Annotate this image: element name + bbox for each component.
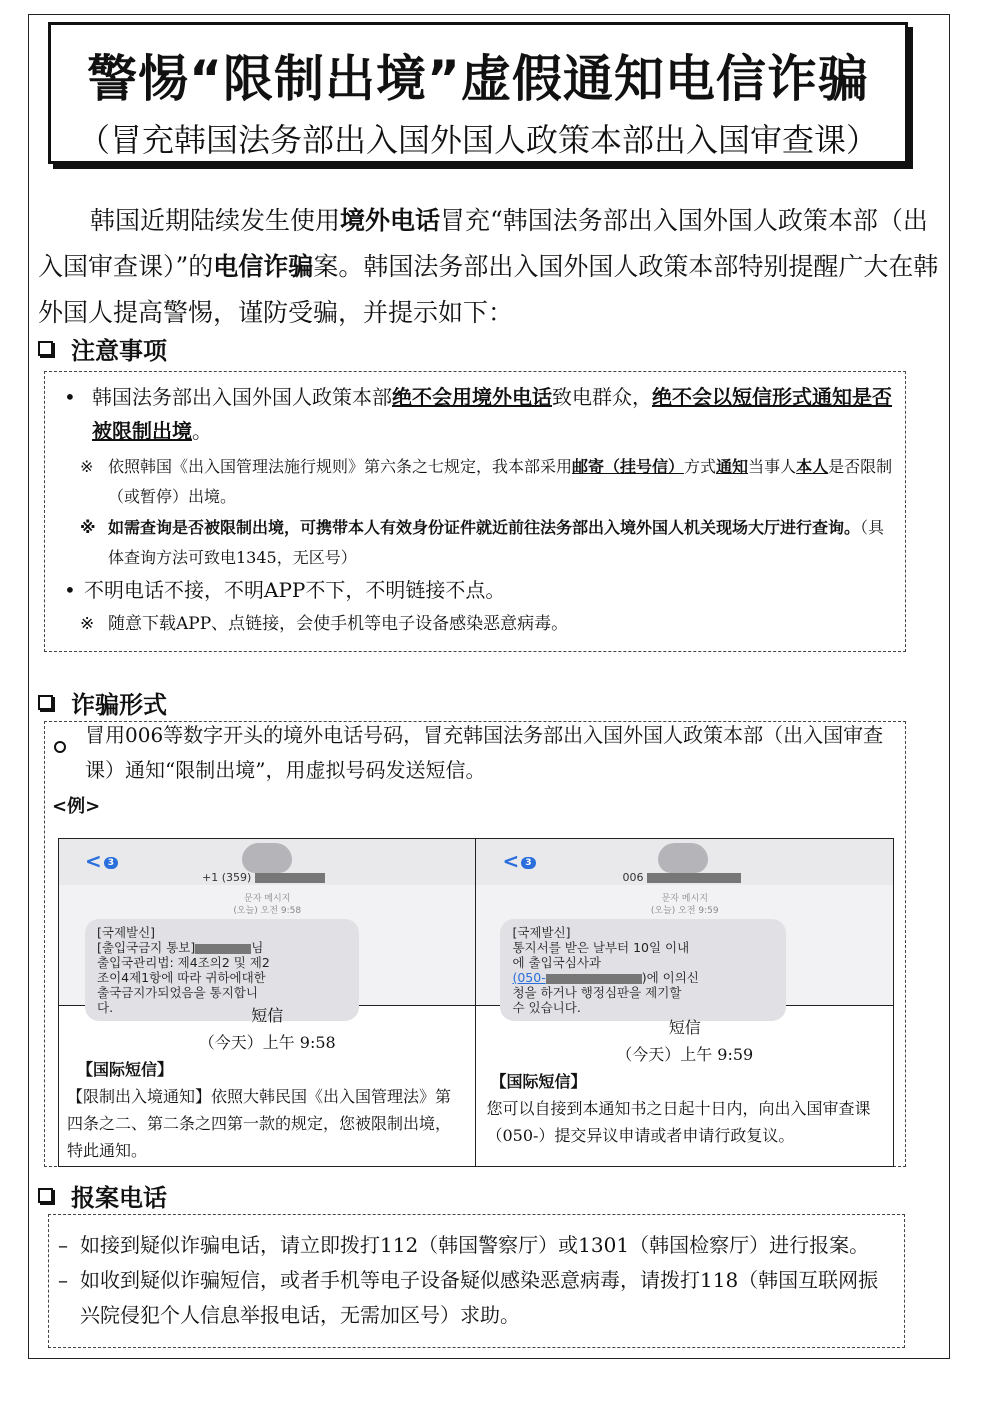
- note-mark-icon: ※: [80, 518, 96, 537]
- note-mark-icon: ※: [80, 614, 95, 634]
- bubble-text: )에 이의신: [641, 970, 699, 985]
- meta-time: (오늘) 오전 9:59: [650, 906, 719, 916]
- sms-caption-1: [59, 1002, 475, 1160]
- report-item-1: [58, 1228, 898, 1263]
- bubble-link: (050-: [512, 970, 546, 985]
- emphasis: 通知: [716, 457, 749, 476]
- notice-bullet-2: [64, 573, 902, 607]
- text: 随意下载APP、点链接，会使手机等电子设备感染恶意病毒。: [108, 614, 569, 634]
- bubble-line: [97, 940, 347, 955]
- fraud-line: [54, 718, 904, 788]
- emphasis: 邮寄（挂号信）: [572, 457, 685, 476]
- bubble-line: [국제발신]: [512, 925, 571, 940]
- bubble-line: 출입국관리법: 제4조의2 및 제2: [97, 955, 270, 970]
- bubble-line: [512, 970, 774, 985]
- meta-time: (오늘) 오전 9:58: [233, 906, 302, 916]
- text: 。: [192, 419, 212, 443]
- caption-cell-1: [59, 1006, 476, 1167]
- caption-title: 短信: [251, 1006, 284, 1025]
- section-heading-label: 报案电话: [71, 1184, 167, 1212]
- back-icon: [502, 849, 535, 873]
- notice-note-3: [80, 609, 900, 639]
- text: 方式: [684, 457, 717, 476]
- bubble-line: 다.: [97, 1000, 114, 1015]
- redaction-bar: [195, 944, 251, 954]
- text: 不明电话不接，不明APP不下，不明链接不点。: [84, 578, 506, 602]
- caption-text: 【限制出入境通知】依照大韩民国《出入国管理法》第四条之二、第二条之四第一款的规定，您被限制出境，特此通知。: [67, 1087, 452, 1160]
- number-text: 006: [622, 871, 644, 884]
- caption-text: 您可以自接到本通知书之日起十日内，向出入国审查课（050-）提交异议申请或者申请行政复议。: [486, 1099, 871, 1145]
- text: 是否限制（或暂停）出境。: [108, 457, 893, 506]
- example-table: [58, 838, 894, 1167]
- bullet-icon: •: [64, 385, 76, 409]
- checkbox-icon: [38, 341, 53, 356]
- avatar-icon: [242, 843, 292, 873]
- text: 致电群众，: [552, 385, 652, 409]
- emphasis: 绝不会用境外电话: [392, 385, 552, 409]
- intro-text: 案。韩国法务部出入国外国人政策本部特别提醒广大在韩外国人提高警惕，谨防受骗，并提示如下：: [38, 252, 939, 327]
- message-bubble: [500, 919, 786, 1021]
- message-meta: [476, 893, 893, 917]
- circle-bullet-icon: [54, 729, 66, 764]
- caption-cell-2: [476, 1006, 894, 1167]
- intro-bold: 境外电话: [340, 206, 441, 235]
- text: 韩国法务部出入国外国人政策本部: [92, 385, 392, 409]
- section-heading-label: 注意事项: [71, 337, 167, 365]
- message-meta: [59, 893, 475, 917]
- emphasis: 如需查询是否被限制出境，可携带本人有效身份证件就近前往法务部出入境外国人机关现场大厅进行查询。: [108, 518, 861, 537]
- unread-badge: 3: [521, 857, 535, 869]
- note-mark-icon: ※: [80, 457, 94, 476]
- text: 依照韩国《出入国管理法施行规则》第六条之七规定，我本部采用: [108, 457, 573, 476]
- emphasis: 本人: [796, 457, 829, 476]
- intro-paragraph: [38, 198, 946, 336]
- screenshot-cell-1: [59, 839, 476, 1015]
- report-item-2: [58, 1263, 898, 1333]
- sms-screenshot-1: [59, 839, 475, 1015]
- section-heading-report: [38, 1178, 167, 1213]
- meta-text: 문자 메시지: [661, 894, 708, 904]
- back-icon: [85, 849, 118, 873]
- text: 当事人: [748, 457, 797, 476]
- caption-time: （今天）上午 9:59: [616, 1045, 754, 1064]
- page-subtitle: （冒充韩国法务部出入国外国人政策本部出入国审查课）: [77, 121, 878, 159]
- dash-icon: –: [58, 1233, 68, 1257]
- bubble-text: 님: [251, 940, 264, 955]
- intro-bold: 电信诈骗: [213, 252, 314, 281]
- sms-screenshot-2: [476, 839, 893, 1015]
- bullet-icon: •: [64, 578, 76, 602]
- caption-time: （今天）上午 9:58: [198, 1033, 336, 1052]
- sms-caption-2: [476, 1014, 893, 1166]
- caption-tag: 【国际短信】: [77, 1060, 174, 1079]
- bubble-line: 통지서를 받은 날부터 10일 이내: [512, 940, 690, 955]
- bubble-line: 청을 하거나 행정심판을 제기할: [512, 985, 682, 1000]
- intro-text: 冒充“韩国法务部出入国外国人政策本部（出入国审查课）”的: [38, 206, 928, 281]
- sender-number: [202, 871, 325, 884]
- bubble-line: 출국금지가되었음을 통지합니: [97, 985, 258, 1000]
- redaction-bar: [255, 873, 325, 883]
- unread-badge: 3: [104, 857, 118, 869]
- bubble-line: 에 출입국심사과: [512, 955, 601, 970]
- notice-bullet-1: [64, 380, 902, 448]
- bubble-line: 조이4제1항에 따라 귀하에대한: [97, 970, 266, 985]
- screenshot-cell-2: [476, 839, 894, 1015]
- text: 冒用006等数字开头的境外电话号码，冒充韩国法务部出入国外国人政策本部（出入国审查课）通知“限制出境”，用虚拟号码发送短信。: [85, 723, 884, 782]
- example-label: <例>: [52, 796, 101, 817]
- title-box: [48, 22, 908, 164]
- back-glyph: <: [502, 849, 520, 873]
- bubble-line: [국제발신]: [97, 925, 156, 940]
- caption-title: 短信: [668, 1018, 701, 1037]
- caption-tag: 【国际短信】: [490, 1072, 587, 1091]
- checkbox-icon: [38, 1188, 53, 1203]
- page-title: 警惕“限制出境”虚假通知电信诈骗: [87, 50, 869, 108]
- section-heading-notice: [38, 331, 167, 366]
- redaction-bar: [647, 873, 741, 883]
- bubble-text: [출입국금지 통보]: [97, 940, 196, 955]
- text: 如接到疑似诈骗电话，请立即拨打112（韩国警察厅）或1301（韩国检察厅）进行报案。: [80, 1233, 870, 1257]
- section-heading-label: 诈骗形式: [71, 691, 167, 719]
- section-heading-fraud: [38, 685, 167, 720]
- emphasis: 绝不会以短信形式通知是否被限制出境: [92, 385, 892, 443]
- text: （具体查询方法可致电1345，无区号）: [108, 518, 885, 567]
- text: 如收到疑似诈骗短信，或者手机等电子设备疑似感染恶意病毒，请拨打118（韩国互联网振兴院侵犯个人信息举报电话，无需加区号）求助。: [80, 1268, 879, 1327]
- avatar-icon: [658, 843, 708, 873]
- intro-text: 韩国近期陆续发生使用: [90, 206, 341, 235]
- dash-icon: –: [58, 1268, 68, 1292]
- redaction-bar: [546, 974, 642, 984]
- meta-text: 문자 메시지: [244, 894, 291, 904]
- back-glyph: <: [85, 849, 102, 873]
- notice-note-1: [80, 452, 900, 512]
- notice-note-2: [80, 513, 900, 573]
- number-text: +1 (359): [202, 871, 252, 884]
- sender-number: [622, 871, 741, 884]
- checkbox-icon: [38, 695, 53, 710]
- bubble-line: 수 있습니다.: [512, 1000, 581, 1015]
